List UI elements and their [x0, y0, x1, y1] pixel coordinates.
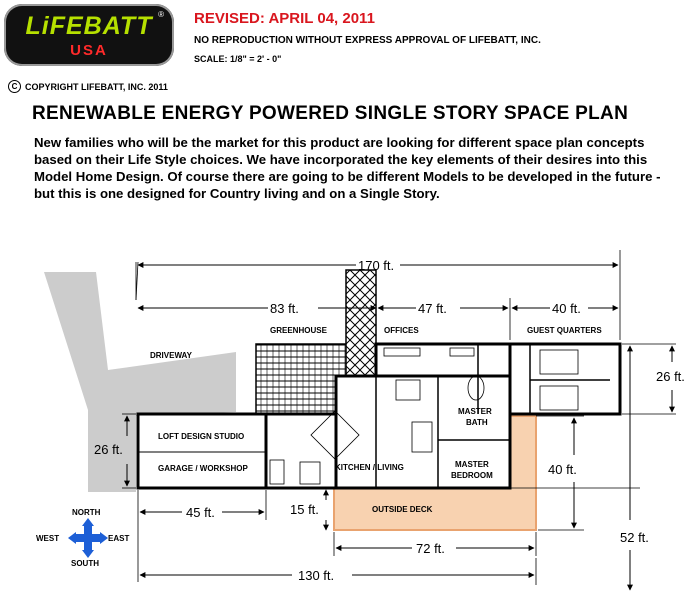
dim-52: 52 ft.	[620, 530, 649, 545]
dim-47: 47 ft.	[418, 301, 447, 316]
dim-26-guest: 26 ft.	[656, 369, 685, 384]
dim-170: 170 ft.	[358, 258, 395, 273]
guest-label: GUEST QUARTERS	[527, 326, 602, 335]
page-title: RENEWABLE ENERGY POWERED SINGLE STORY SPACE PLAN	[32, 103, 629, 124]
revised-date: REVISED: APRIL 04, 2011	[194, 10, 375, 27]
logo-sub-text: USA	[70, 42, 108, 59]
main-living	[266, 414, 336, 488]
dim-40-guest: 40 ft.	[552, 301, 581, 316]
reproduction-notice: NO REPRODUCTION WITHOUT EXPRESS APPROVAL OF LIFEBATT, INC.	[194, 35, 541, 46]
greenhouse-label: GREENHOUSE	[270, 326, 327, 335]
deck-label: OUTSIDE DECK	[372, 505, 433, 514]
offices-label: OFFICES	[384, 326, 419, 335]
logo-text: LiFEBATT	[25, 12, 153, 40]
garage-label: GARAGE / WORKSHOP	[158, 464, 248, 473]
kitchen-label: KITCHEN / LIVING	[335, 463, 404, 472]
master-bed-label-1: MASTER	[455, 460, 489, 469]
dim-130: 130 ft.	[298, 568, 335, 583]
compass-north: NORTH	[72, 508, 101, 517]
dim-72: 72 ft.	[416, 541, 445, 556]
scale-note: SCALE: 1/8" = 2' - 0"	[194, 54, 282, 64]
driveway-label: DRIVEWAY	[150, 351, 192, 360]
dim-15: 15 ft.	[290, 502, 319, 517]
dim-40-master: 40 ft.	[548, 462, 577, 477]
dim-83: 83 ft.	[270, 301, 299, 316]
compass-icon	[68, 518, 108, 558]
guest-wing	[510, 344, 620, 414]
greenhouse	[256, 344, 348, 414]
master-bed-label-2: BEDROOM	[451, 471, 493, 480]
registered-mark: ®	[158, 10, 164, 19]
master-bath-label-2: BATH	[466, 418, 488, 427]
copyright-text: COPYRIGHT LIFEBATT, INC. 2011	[25, 81, 168, 92]
compass-east: EAST	[108, 534, 130, 543]
compass-south: SOUTH	[71, 559, 99, 568]
description: New families who will be the market for this product are looking for different space plan concepts based on their Life Style choices. We have incorporated the key elements of their desires into this Model Home Design. Of course there are going to be different Models to be developed in the future - but this is one designed for Country living and on a Single Story.	[34, 135, 661, 201]
copyright-icon: C	[8, 80, 21, 93]
dim-45: 45 ft.	[186, 505, 215, 520]
garage-block	[138, 414, 266, 488]
compass-west: WEST	[36, 534, 60, 543]
dim-26-garage: 26 ft.	[94, 442, 123, 457]
loft-label: LOFT DESIGN STUDIO	[158, 432, 245, 441]
master-bath-label-1: MASTER	[458, 407, 492, 416]
